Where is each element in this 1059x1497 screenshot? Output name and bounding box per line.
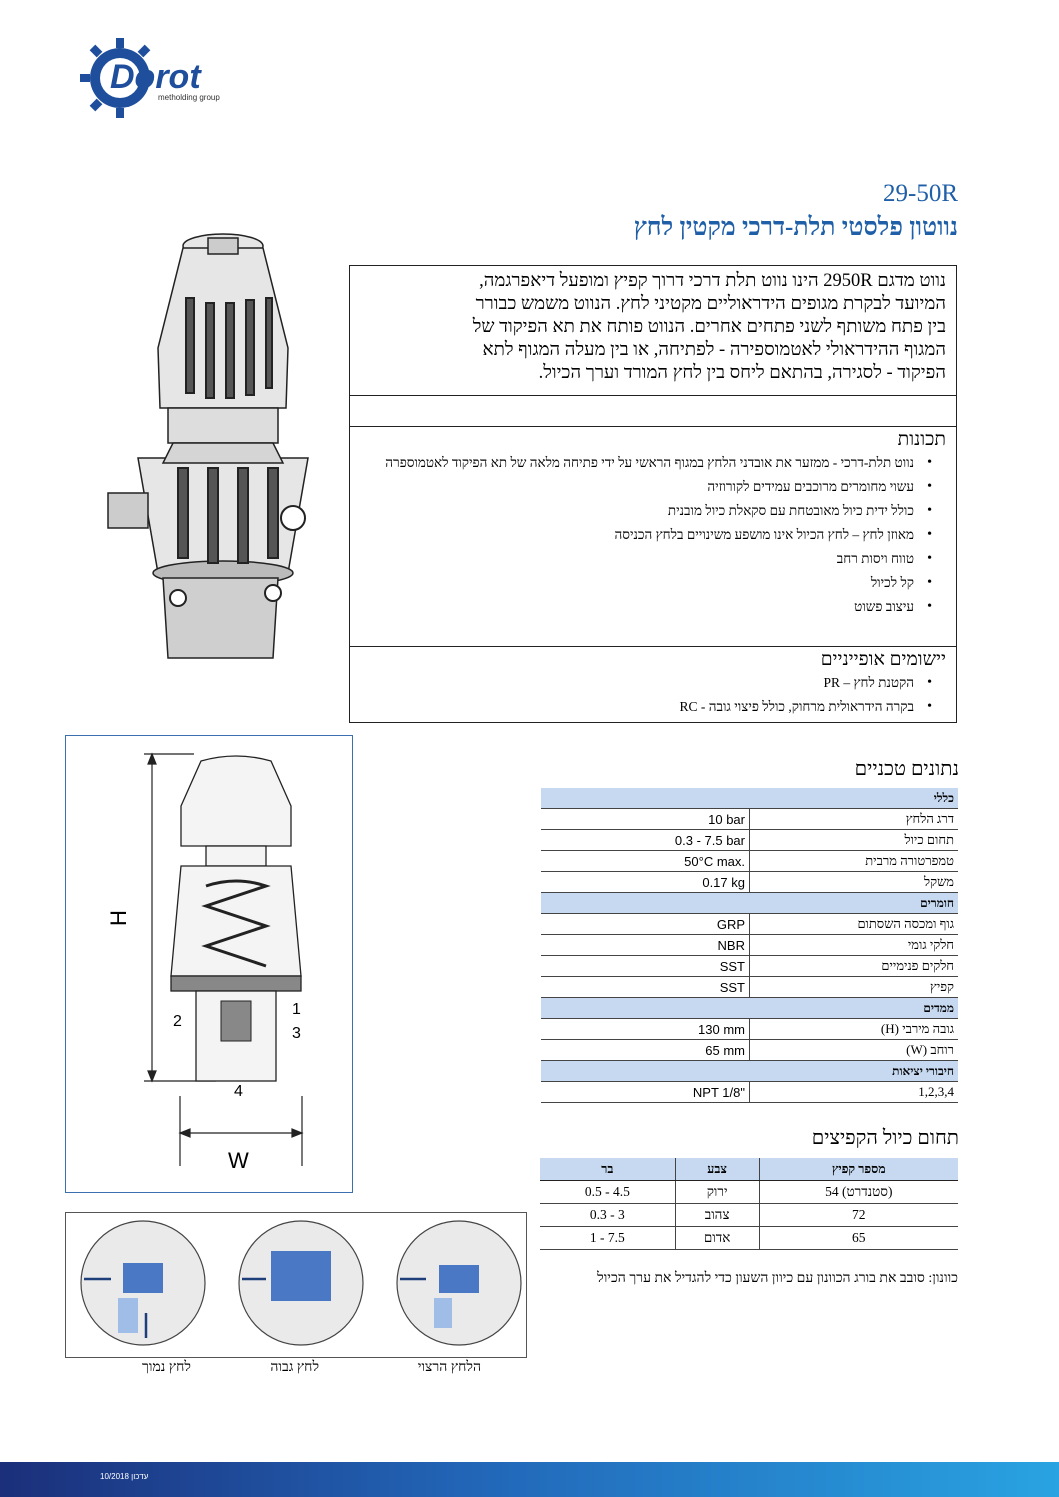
tech-row xyxy=(541,851,958,872)
description-line: בין פתח משותף לשני פתחים אחרים. הנווט פותח את תא הפיקוד של xyxy=(472,317,946,337)
tech-label: קפיץ xyxy=(750,977,959,998)
spring-row xyxy=(540,1227,958,1250)
footer-bar xyxy=(0,1462,1059,1497)
tech-row xyxy=(541,1040,958,1061)
tech-section-title: כללי xyxy=(541,788,958,809)
tech-row xyxy=(541,1019,958,1040)
feature-item: • נווט תלת-דרכי - ממזער את אובדני הלחץ במגוף הראשי על ידי פתיחה מלאה של תא הפיקוד לאטמוספרה xyxy=(360,455,932,471)
tech-value: 0.3 - 7.5 bar xyxy=(541,830,750,851)
feature-item: • מאוזן לחץ – לחץ הכיול אינו מושפע משינויים בלחץ הכניסה xyxy=(360,527,932,543)
tech-value: SST xyxy=(541,956,750,977)
tech-row xyxy=(541,830,958,851)
application-item: • הקטנת לחץ – PR xyxy=(360,675,932,691)
port-4-label: 4 xyxy=(234,1083,243,1100)
dorot-logo xyxy=(78,30,238,120)
state-high-pressure: לחץ גבוה xyxy=(270,1360,319,1375)
tech-label: טמפרטורה מרבית xyxy=(750,851,959,872)
tech-row xyxy=(541,809,958,830)
tech-label: דרג הלחץ xyxy=(750,809,959,830)
width-label: W xyxy=(228,1148,249,1173)
tech-value: NPT 1/8" xyxy=(541,1082,750,1103)
applications-heading: יישומים אופייניים xyxy=(820,649,946,670)
tech-value: 0.17 kg xyxy=(541,872,750,893)
description-line: המיועד לבקרת מגופים הידראוליים מקטיני לחץ. הנווט משמש כבורר xyxy=(475,294,946,314)
tech-label: משקל xyxy=(750,872,959,893)
tech-data-heading: נתונים טכניים xyxy=(854,758,959,780)
spacer-box xyxy=(349,395,957,427)
spring-range-table xyxy=(540,1158,958,1250)
port-3-label: 3 xyxy=(292,1025,301,1042)
feature-item: • קל לכיול xyxy=(360,575,932,591)
tech-label: גוף ומכסה השסתום xyxy=(750,914,959,935)
spring-cell: 72 xyxy=(759,1204,958,1227)
tech-value: 50°C max. xyxy=(541,851,750,872)
spring-cell: 0.5 - 4.5 xyxy=(540,1181,675,1204)
applications-box xyxy=(349,646,957,723)
spring-cell: אדום xyxy=(675,1227,759,1250)
tech-row xyxy=(541,935,958,956)
tech-data-table xyxy=(541,788,958,1103)
feature-item: • עשוי מחומרים מרוכבים עמידים לקורוזיה xyxy=(360,479,932,495)
spring-row xyxy=(540,1204,958,1227)
port-2-label: 2 xyxy=(173,1013,182,1030)
state-desired-pressure: הלחץ הרצוי xyxy=(417,1360,481,1375)
features-box xyxy=(349,426,957,647)
tech-label: 1,2,3,4 xyxy=(750,1082,959,1103)
spring-cell: ירוק xyxy=(675,1181,759,1204)
application-item: • בקרה הידראולית מרחוק, כולל פיצוי גובה - RC xyxy=(360,699,932,715)
dimension-drawing xyxy=(66,736,352,1192)
spring-cell: 65 xyxy=(759,1227,958,1250)
tech-value: SST xyxy=(541,977,750,998)
height-label: H xyxy=(106,910,131,926)
tech-row xyxy=(541,1082,958,1103)
feature-item: • כולל ידית כיול מאובטחת עם סקאלת כיול מובנית xyxy=(360,503,932,519)
operating-states-frame xyxy=(65,1212,527,1358)
footer-revision: 10/2018 עדכון xyxy=(100,1472,149,1481)
tech-label: חלקים פנימיים xyxy=(750,956,959,977)
tech-section-title: חומרים xyxy=(541,893,958,914)
page-title: נווטון פלסטי תלת-דרכי מקטין לחץ xyxy=(633,214,958,241)
description-box xyxy=(349,265,957,396)
feature-item: • עיצוב פשוט xyxy=(360,599,932,615)
product-image xyxy=(98,228,348,668)
tech-section-row xyxy=(541,1061,958,1082)
model-number: 29-50R xyxy=(883,180,958,207)
description-line: נווט מדגם 2950R הינו נווט תלת דרכי דרוך קפיץ ומופעל דיאפרגמה, xyxy=(479,271,946,291)
spring-col-number: מספר קפיץ xyxy=(759,1158,958,1181)
tech-value: 65 mm xyxy=(541,1040,750,1061)
tech-label: חלקי גומי xyxy=(750,935,959,956)
feature-item: • טווח ויסות רחב xyxy=(360,551,932,567)
adjustment-note: כוונון: סובב את בורג הכוונון עם כיוון השעון כדי להגדיל את ערך הכיול xyxy=(597,1271,958,1286)
tech-section-title: חיבורי יציאות xyxy=(541,1061,958,1082)
spring-cell: 54 (סטנדרט) xyxy=(759,1181,958,1204)
tech-label: רוחב (W) xyxy=(750,1040,959,1061)
tech-label: גובה מירבי (H) xyxy=(750,1019,959,1040)
tech-value: GRP xyxy=(541,914,750,935)
tech-row xyxy=(541,956,958,977)
logo-brand: Dorot xyxy=(110,58,201,96)
spring-cell: 1 - 7.5 xyxy=(540,1227,675,1250)
tech-section-title: ממדים xyxy=(541,998,958,1019)
description-line: הפיקוד - לסגירה, בהתאם ליחס בין לחץ המורד וערך הכיול. xyxy=(538,363,946,383)
tech-section-row xyxy=(541,998,958,1019)
tech-value: 130 mm xyxy=(541,1019,750,1040)
tech-row xyxy=(541,914,958,935)
tech-value: NBR xyxy=(541,935,750,956)
tech-label: תחום כיול xyxy=(750,830,959,851)
tech-section-row xyxy=(541,893,958,914)
tech-row xyxy=(541,977,958,998)
description-line: המגוף ההידראולי לאטמוספירה - לפתיחה, או בין מעלה המגוף לתא xyxy=(482,340,946,360)
spring-range-heading: תחום כיול הקפיצים xyxy=(811,1127,959,1149)
logo-sub: metholding group xyxy=(158,93,220,102)
spring-col-bar: בר xyxy=(540,1158,675,1181)
state-low-pressure: לחץ נמוך xyxy=(142,1360,191,1375)
spring-cell: 0.3 - 3 xyxy=(540,1204,675,1227)
tech-section-row xyxy=(541,788,958,809)
dimension-drawing-frame xyxy=(65,735,353,1193)
spring-cell: צהוב xyxy=(675,1204,759,1227)
tech-value: 10 bar xyxy=(541,809,750,830)
tech-row xyxy=(541,872,958,893)
spring-row xyxy=(540,1181,958,1204)
port-1-label: 1 xyxy=(292,1001,301,1018)
features-heading: תכונות xyxy=(897,429,946,450)
spring-col-color: צבע xyxy=(675,1158,759,1181)
